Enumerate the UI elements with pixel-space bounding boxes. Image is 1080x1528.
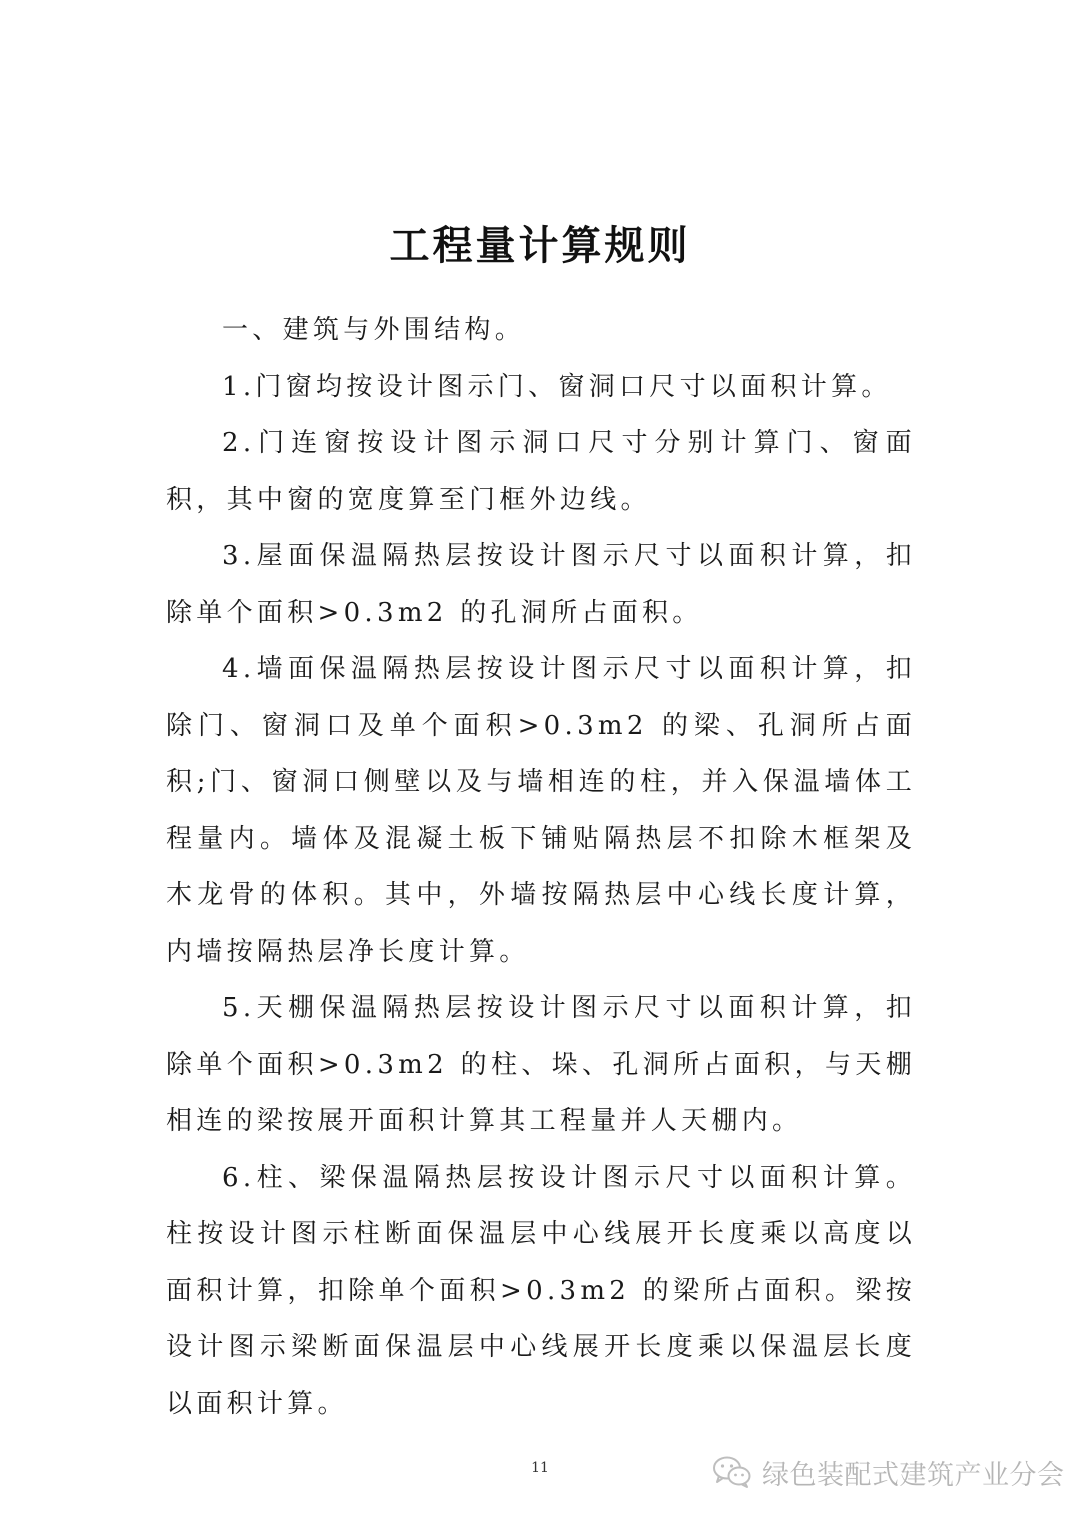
page-title: 工程量计算规则 (389, 223, 691, 269)
watermark (712, 1448, 1065, 1496)
watermark-text: 绿色装配式建筑产业分会 (762, 1459, 1065, 1491)
rule-paragraph-2: 2.门连窗按设计图示洞口尺寸分别计算门、窗面积，其中窗的宽度算至门框外边线。 (166, 428, 916, 515)
document-body (166, 302, 916, 1432)
wechat-icon (712, 1455, 752, 1489)
rule-paragraph-6: 6.柱、梁保温隔热层按设计图示尺寸以面积计算。柱按设计图示柱断面保温层中心线展开长度乘以高度以面积计算，扣除单个面积>0.3m2 的梁所占面积。梁按设计图示梁断面保温层中心线展开长度乘以保温层长度以面积计算。 (166, 1162, 916, 1419)
rule-paragraph-3: 3.屋面保温隔热层按设计图示尺寸以面积计算，扣除单个面积>0.3m2 的孔洞所占面积。 (166, 541, 916, 628)
page-number: 11 (531, 1460, 549, 1476)
section-heading: 一、建筑与外围结构。 (222, 315, 526, 345)
rule-paragraph-1: 1.门窗均按设计图示门、窗洞口尺寸以面积计算。 (222, 371, 892, 402)
rule-paragraph-5: 5.天棚保温隔热层按设计图示尺寸以面积计算，扣除单个面积>0.3m2 的柱、垛、孔洞所占面积，与天棚相连的梁按展开面积计算其工程量并人天棚内。 (166, 993, 916, 1136)
rule-paragraph-4: 4.墙面保温隔热层按设计图示尺寸以面积计算，扣除门、窗洞口及单个面积>0.3m2 的梁、孔洞所占面积;门、窗洞口侧壁以及与墙相连的柱，并入保温墙体工程量内。墙体及混凝土板下铺贴隔热层不扣除木框架及木龙骨的体积。其中，外墙按隔热层中心线长度计算，内墙按隔热层净长度计算。 (166, 654, 916, 967)
